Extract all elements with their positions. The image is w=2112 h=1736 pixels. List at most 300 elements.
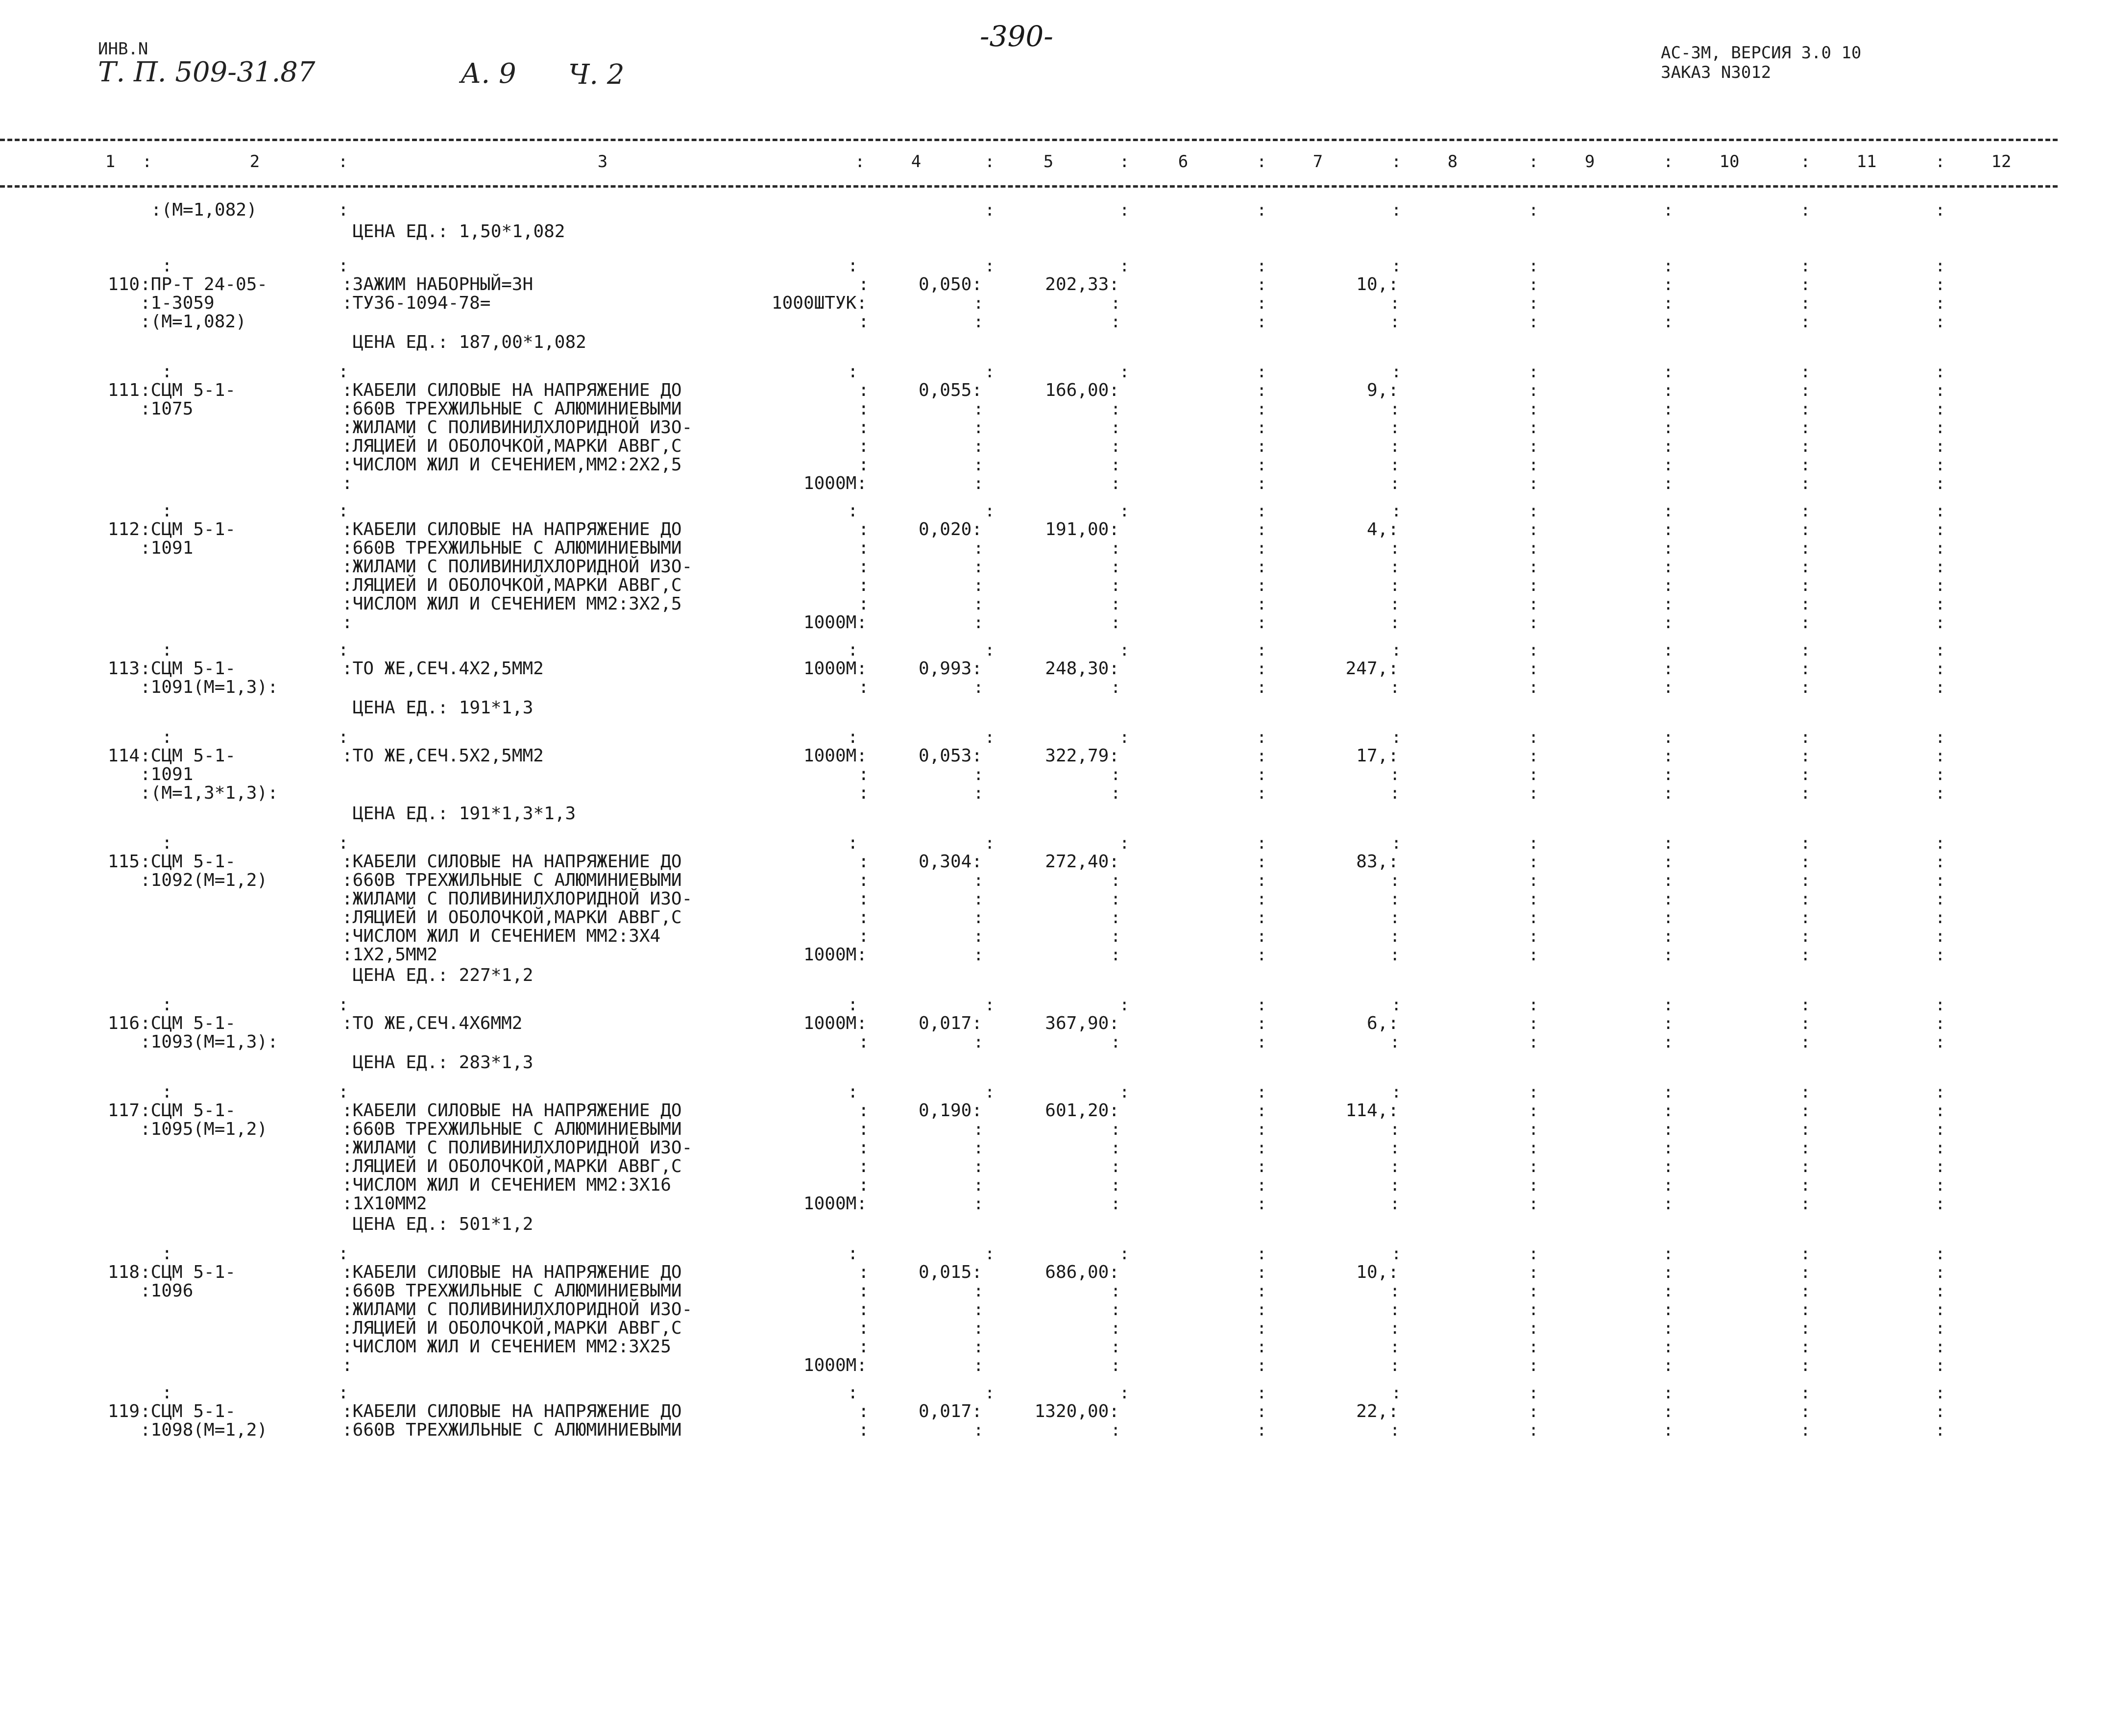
column-separator: : [1391,200,1402,220]
row-description-separator: : [858,870,869,890]
part-handwritten: Ч. 2 [568,59,625,91]
column-separator: : [985,200,995,220]
column-separator: : [1529,640,1539,660]
row-number: 111 [107,380,140,400]
column-separator: : [1935,1244,1945,1264]
column-separator: : [1935,995,1945,1015]
row-code: :1093(М=1,3): [140,1032,278,1052]
row-unit: 1000ШТУК: [771,293,867,313]
row-description-separator: : [858,764,869,784]
column-separator: : : : : : : [1529,381,1539,493]
column-separator: : [1257,200,1267,220]
column-separator: : : : : : : [1800,852,1811,965]
column-separator: : [1800,1383,1811,1403]
column-separator: : [1119,362,1130,382]
row-quantity: 0,304: [918,852,982,872]
column-separator: : : : : : : [1935,520,1945,633]
row-code: :ПР-Т 24-05- [140,274,268,294]
row-number: 116 [107,1013,140,1033]
column-separator: : [1257,995,1267,1015]
row-description: :ЛЯЦИЕЙ И ОБОЛОЧКОЙ,МАРКИ АВВГ,С [342,1318,682,1338]
column-separator: : [1529,256,1539,276]
row-description-separator: : [858,1119,869,1139]
row-spacer-separator: : [848,727,858,747]
column-separator: : [985,728,995,747]
page-number: -390- [980,20,1053,53]
column-header-2: 2 [249,152,260,171]
column-separator: : : : : : : [1663,1101,1674,1214]
column-separator: : [1935,1383,1945,1403]
row-spacer-separator: : [848,501,858,521]
row-total: 17,: [1356,746,1399,766]
row-description: :660В ТРЕХЖИЛЬНЫЕ С АЛЮМИНИЕВЫМИ [342,1420,682,1440]
row-description: :ЧИСЛОМ ЖИЛ И СЕЧЕНИЕМ,ММ2:2Х2,5 [342,455,682,475]
column-separator: : [1663,833,1674,853]
row-description: :ТО ЖЕ,СЕЧ.4Х2,5ММ2 [342,659,544,679]
row-description: :ТО ЖЕ,СЕЧ.4Х6ММ2 [342,1013,523,1033]
column-separator: : [1663,200,1674,220]
row-unit-price: 191,00: [1045,519,1119,539]
row-spacer-separator: : [162,833,172,853]
column-separator: : : [1935,659,1945,697]
row-total: 22,: [1356,1401,1399,1421]
column-separator: : [1119,728,1130,747]
column-separator: : [985,1082,995,1102]
column-separator: : : : : : : [1935,852,1945,965]
row-price-note: ЦЕНА ЕД.: 187,00*1,082 [353,332,586,352]
row-description: :ЗАЖИМ НАБОРНЫЙ=3Н [342,274,534,294]
column-separator: : [1391,728,1402,747]
column-separator: : [1800,995,1811,1015]
column-separator: : [1935,640,1945,660]
column-separator: : [1935,362,1945,382]
column-separator: : [1257,362,1267,382]
column-separator: : [1529,995,1539,1015]
column-separator: : : [1663,659,1674,697]
row-spacer-separator: : [338,640,349,660]
row-unit-price: 686,00: [1045,1262,1119,1282]
column-separator: : [1663,362,1674,382]
row-description-separator: : [858,380,869,400]
column-separator: : : : [1663,275,1674,332]
row-description-separator: : [858,907,869,928]
row-description: :660В ТРЕХЖИЛЬНЫЕ С АЛЮМИНИЕВЫМИ [342,399,682,419]
column-separator: : : [1529,659,1539,697]
column-header-separator: : [1119,152,1130,171]
column-separator: : [1119,256,1130,276]
column-separator: : [985,1383,995,1403]
column-separator: : : [1935,1402,1945,1440]
column-separator: : : : [1257,275,1267,332]
row-description: :660В ТРЕХЖИЛЬНЫЕ С АЛЮМИНИЕВЫМИ [342,1119,682,1139]
column-separator: : [1663,501,1674,521]
column-separator: : : : : : : [1663,1263,1674,1375]
column-separator: : [1663,995,1674,1015]
column-separator: : [1800,1082,1811,1102]
column-separator: : : : : : : [1663,520,1674,633]
row-spacer-separator: : [338,1383,349,1403]
row-code: :СЦМ 5-1- [140,1100,236,1121]
column-header-separator: : [1800,152,1811,171]
row-code: :СЦМ 5-1- [140,852,236,872]
row-description-separator: : [858,677,869,697]
program-version: АС-3М, ВЕРСИЯ 3.0 10 [1661,43,1862,63]
column-separator: : : : [1529,746,1539,803]
column-separator: : [1935,728,1945,747]
column-separator: : [1800,501,1811,521]
column-header-5: 5 [1043,152,1054,171]
row-spacer-separator: : [848,256,858,276]
row-description: :ЧИСЛОМ ЖИЛ И СЕЧЕНИЕМ ММ2:3Х25 [342,1337,671,1357]
column-separator: : [1391,833,1402,853]
row-unit: 1000М: [803,1355,867,1375]
row-price-note: ЦЕНА ЕД.: 501*1,2 [353,1214,534,1234]
column-separator: : : : : : [1390,1120,1400,1214]
album-handwritten: А. 9 [461,58,516,90]
column-separator: : : : : : [1111,538,1121,633]
column-separator: : : : : : [1111,399,1121,493]
column-separator: : : : : : [1111,1281,1121,1375]
column-separator: : [1529,501,1539,521]
row-price-note: ЦЕНА ЕД.: 227*1,2 [353,965,534,985]
column-separator: : : [1257,659,1267,697]
row-number: 119 [107,1401,140,1421]
carry-over-separator: : [338,200,349,220]
row-price-note: ЦЕНА ЕД.: 283*1,3 [353,1052,534,1073]
column-separator: : [985,833,995,853]
row-description-separator: : [858,399,869,419]
column-separator: : : : : : [973,399,984,493]
row-description-separator: : [858,783,869,803]
row-description-separator: : [858,538,869,558]
column-separator: : : : [1663,746,1674,803]
row-total: 4,: [1366,519,1399,539]
column-header-separator: : [1935,152,1945,171]
column-separator: : [973,678,984,697]
column-separator: : [1800,640,1811,660]
row-description: : [342,473,353,493]
column-separator: : [1529,362,1539,382]
column-separator: : [1800,200,1811,220]
column-separator: : : : [1257,746,1267,803]
column-separator: : [1119,200,1130,220]
row-unit-price: 367,90: [1045,1013,1119,1033]
column-header-3: 3 [597,152,608,171]
column-header-separator: : [985,152,995,171]
row-description: :ЛЯЦИЕЙ И ОБОЛОЧКОЙ,МАРКИ АВВГ,С [342,1156,682,1176]
column-separator: : : : : : [1390,871,1400,965]
row-code: :1098(М=1,2) [140,1420,268,1440]
column-separator: : : : [1935,746,1945,803]
row-spacer-separator: : [338,995,349,1015]
column-separator: : [1257,728,1267,747]
row-description-separator: : [858,594,869,614]
column-separator: : [1935,1082,1945,1102]
column-separator: : : : : : : [1800,381,1811,493]
column-separator: : [1257,1082,1267,1102]
row-price-note: ЦЕНА ЕД.: 191*1,3*1,3 [353,804,576,824]
column-separator: : : [1800,659,1811,697]
column-separator: : [1663,640,1674,660]
row-spacer-separator: : [162,1082,172,1102]
row-code: :СЦМ 5-1- [140,746,236,766]
row-total: 83,: [1356,852,1399,872]
column-separator: : [1935,256,1945,276]
row-price-note: ЦЕНА ЕД.: 191*1,3 [353,698,534,718]
row-code: :1-3059 [140,293,215,313]
row-code: :(М=1,3*1,3): [140,783,278,803]
row-spacer-separator: : [162,1244,172,1264]
row-description: : [342,612,353,633]
column-header-6: 6 [1178,152,1189,171]
column-header-separator: : [855,152,865,171]
column-separator: : [1391,1082,1402,1102]
row-description: : [342,1355,353,1375]
row-description-separator: : [858,312,869,332]
row-description-separator: : [858,557,869,577]
row-code: :(М=1,082) [140,312,246,332]
column-separator: : [973,1032,984,1052]
row-description: :1Х10ММ2 [342,1194,427,1214]
column-separator: : : [1663,1014,1674,1052]
row-number: 114 [107,746,140,766]
row-description-separator: : [858,1262,869,1282]
column-separator: : : [1800,1014,1811,1052]
row-description: :ЧИСЛОМ ЖИЛ И СЕЧЕНИЕМ ММ2:3Х4 [342,926,661,946]
column-separator: : : : : : [1111,1120,1121,1214]
column-separator: : [1800,728,1811,747]
column-separator: : [985,995,995,1015]
column-separator: : : : : : : [1529,852,1539,965]
row-description: :ЧИСЛОМ ЖИЛ И СЕЧЕНИЕМ ММ2:3Х16 [342,1175,671,1195]
column-separator: : [1663,256,1674,276]
row-code: :1091(М=1,3): [140,677,278,697]
row-description-separator: : [858,1299,869,1320]
column-separator: : [985,1244,995,1264]
row-code: :СЦМ 5-1- [140,659,236,679]
column-separator: : [1391,256,1402,276]
row-description-separator: : [858,274,869,294]
column-separator: : [1529,1244,1539,1264]
row-unit-price: 248,30: [1045,659,1119,679]
row-code: :СЦМ 5-1- [140,1013,236,1033]
row-total: 247,: [1345,659,1399,679]
row-description: :660В ТРЕХЖИЛЬНЫЕ С АЛЮМИНИЕВЫМИ [342,870,682,890]
header-rule-bottom [0,185,2058,188]
column-separator: : : : : : : [1257,381,1267,493]
column-separator: : : : : : : [1935,1263,1945,1375]
header-rule-top [0,139,2058,141]
column-separator: : [1119,833,1130,853]
row-description: :КАБЕЛИ СИЛОВЫЕ НА НАПРЯЖЕНИЕ ДО [342,380,682,400]
row-spacer-separator: : [848,1082,858,1102]
row-description-separator: : [858,455,869,475]
row-description: :ТО ЖЕ,СЕЧ.5Х2,5ММ2 [342,746,544,766]
row-description-separator: : [858,926,869,946]
row-description-separator: : [858,1100,869,1121]
column-separator: : : [1390,293,1400,332]
column-separator: : : : : : : [1935,1101,1945,1214]
column-separator: : [973,1420,984,1440]
row-spacer-separator: : [848,995,858,1015]
row-description: :КАБЕЛИ СИЛОВЫЕ НА НАПРЯЖЕНИЕ ДО [342,1100,682,1121]
column-separator: : [1935,833,1945,853]
row-unit-price: 202,33: [1045,274,1119,294]
row-code: :1096 [140,1281,194,1301]
row-total: 10,: [1356,274,1399,294]
row-description-separator: : [858,575,869,595]
column-separator: : [1391,640,1402,660]
column-separator: : : : : : : [1800,1101,1811,1214]
row-quantity: 0,015: [918,1262,982,1282]
column-header-separator: : [142,152,152,171]
column-separator: : [1800,256,1811,276]
order-number: ЗАКАЗ N3012 [1661,63,1772,82]
column-separator: : [1119,995,1130,1015]
column-separator: : [1257,256,1267,276]
inventory-label: ИНВ.N [98,39,148,59]
row-description-separator: : [858,889,869,909]
column-separator: : [985,501,995,521]
carry-over-code: :(М=1,082) [151,200,257,220]
column-separator: : [1257,1383,1267,1403]
row-code: :1092(М=1,2) [140,870,268,890]
column-separator: : [1800,362,1811,382]
row-code: :1091 [140,538,194,558]
row-code: :СЦМ 5-1- [140,519,236,539]
column-separator: : : : : : [1390,399,1400,493]
column-separator: : [1119,1244,1130,1264]
column-separator: : [1111,1420,1121,1440]
row-number: 110 [107,274,140,294]
row-spacer-separator: : [162,640,172,660]
column-separator: : : [1800,1402,1811,1440]
row-description-separator: : [858,1401,869,1421]
column-separator: : : [1257,1014,1267,1052]
row-code: :1075 [140,399,194,419]
row-code: :СЦМ 5-1- [140,380,236,400]
column-separator: : [1257,833,1267,853]
row-spacer-separator: : [338,833,349,853]
column-separator: : : : : : [973,1120,984,1214]
row-total: 114,: [1345,1100,1399,1121]
column-header-separator: : [1663,152,1674,171]
row-spacer-separator: : [162,256,172,276]
column-separator: : : : [1800,275,1811,332]
row-total: 6,: [1366,1013,1399,1033]
row-description: :ЖИЛАМИ С ПОЛИВИНИЛХЛОРИДНОЙ ИЗО- [342,889,693,909]
row-spacer-separator: : [848,833,858,853]
column-separator: : [1529,728,1539,747]
column-separator: : [1390,678,1400,697]
column-separator: : : : : : : [1529,1101,1539,1214]
row-description-separator: : [858,1337,869,1357]
row-spacer-separator: : [162,1383,172,1403]
column-separator: : : [1935,1014,1945,1052]
column-separator: : : : : : : [1663,852,1674,965]
column-separator: : [1391,362,1402,382]
row-code: :СЦМ 5-1- [140,1401,236,1421]
column-header-4: 4 [911,152,922,171]
column-separator: : [1800,833,1811,853]
row-code: :1095(М=1,2) [140,1119,268,1139]
column-separator: : [1529,1082,1539,1102]
row-unit: 1000М: [803,746,867,766]
column-separator: : : [1529,1402,1539,1440]
row-spacer-separator: : [162,362,172,382]
column-separator: : [1663,1244,1674,1264]
row-spacer-separator: : [162,995,172,1015]
row-spacer-separator: : [848,1244,858,1264]
row-quantity: 0,053: [918,746,982,766]
column-separator: : [1391,501,1402,521]
column-separator: : : [1111,293,1121,332]
column-separator: : : : : : [1390,538,1400,633]
column-separator: : [1529,1383,1539,1403]
column-separator: : [1257,501,1267,521]
row-quantity: 0,055: [918,380,982,400]
row-number: 113 [107,659,140,679]
column-separator: : : : : : [1111,871,1121,965]
column-separator: : : : : : : [1529,1263,1539,1375]
row-quantity: 0,017: [918,1401,982,1421]
column-separator: : : : : : : [1257,852,1267,965]
row-code: :СЦМ 5-1- [140,1262,236,1282]
row-number: 115 [107,852,140,872]
row-description: :ЖИЛАМИ С ПОЛИВИНИЛХЛОРИДНОЙ ИЗО- [342,557,693,577]
column-separator: : : : : : [973,871,984,965]
row-quantity: 0,050: [918,274,982,294]
column-separator: : [1390,1420,1400,1440]
column-separator: : : [1257,1402,1267,1440]
row-description-separator: : [858,519,869,539]
column-separator: : : : [1800,746,1811,803]
column-separator: : [1391,1383,1402,1403]
row-unit: 1000М: [803,1194,867,1214]
row-description: :ЛЯЦИЕЙ И ОБОЛОЧКОЙ,МАРКИ АВВГ,С [342,907,682,928]
row-unit-price: 166,00: [1045,380,1119,400]
row-quantity: 0,993: [918,659,982,679]
row-number: 117 [107,1100,140,1121]
column-separator: : [1111,678,1121,697]
column-header-1: 1 [105,152,116,171]
column-separator: : [1391,995,1402,1015]
column-header-10: 10 [1719,152,1740,171]
row-number: 118 [107,1262,140,1282]
row-description: :КАБЕЛИ СИЛОВЫЕ НА НАПРЯЖЕНИЕ ДО [342,1401,682,1421]
column-separator: : : : : : : [1800,1263,1811,1375]
row-spacer-separator: : [338,1244,349,1264]
row-spacer-separator: : [338,256,349,276]
row-description: :КАБЕЛИ СИЛОВЫЕ НА НАПРЯЖЕНИЕ ДО [342,519,682,539]
column-separator: : : : : : : [1935,381,1945,493]
column-separator: : : : : : [1390,1281,1400,1375]
column-separator: : : [1390,765,1400,803]
row-spacer-separator: : [848,1383,858,1403]
column-separator: : [1119,501,1130,521]
row-description-separator: : [858,1281,869,1301]
row-description-separator: : [858,436,869,456]
column-separator: : : [973,765,984,803]
inventory-number-handwritten: Т. П. 509-31.87 [98,56,316,88]
row-spacer-separator: : [162,727,172,747]
column-separator: : [1663,1082,1674,1102]
column-separator: : : : : : : [1257,1101,1267,1214]
column-separator: : [1663,1383,1674,1403]
column-separator: : : : : : : [1800,520,1811,633]
column-separator: : : [1529,1014,1539,1052]
row-description: :ЖИЛАМИ С ПОЛИВИНИЛХЛОРИДНОЙ ИЗО- [342,1138,693,1158]
